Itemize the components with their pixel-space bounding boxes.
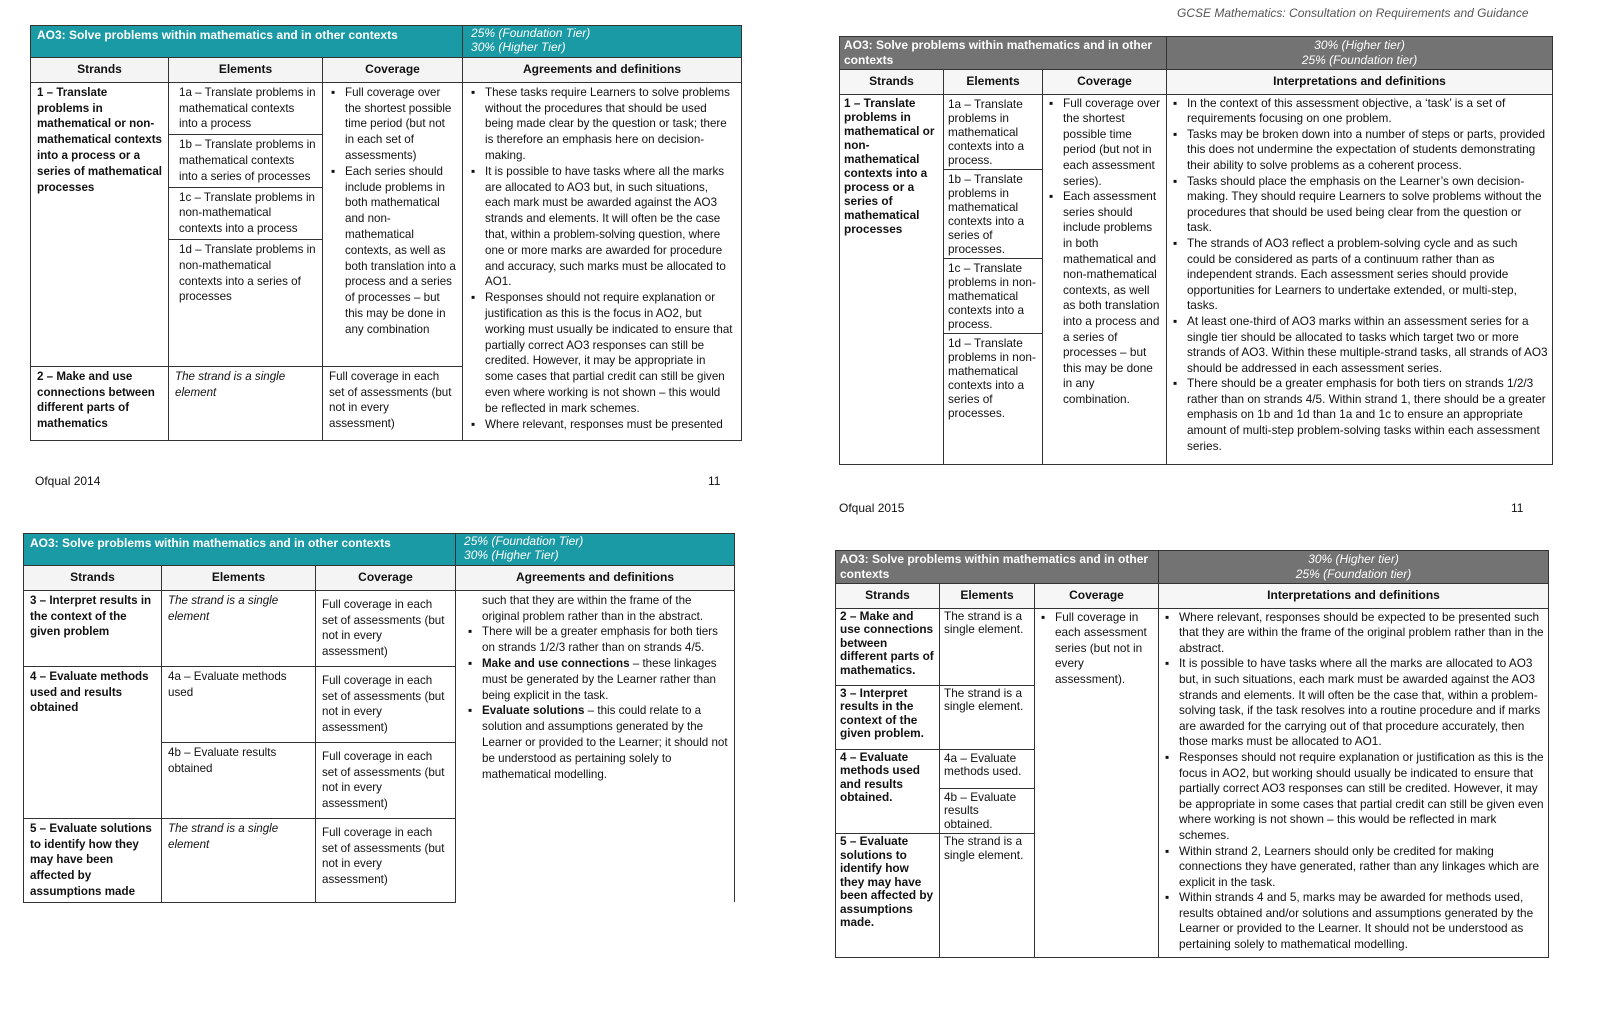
col-header-elements: Elements	[944, 70, 1043, 95]
coverage-1	[1043, 94, 1167, 464]
tier-weighting: 25% (Foundation Tier) 30% (Higher Tier)	[456, 534, 735, 566]
definition-item: ▪ Within strands 4 and 5, marks may be awarded for methods used, results obtained and/or solutions and assumptions generated by the Learner or provided to the Learner. It should not be understood as pertaining solely to mathematical modelling.	[1179, 890, 1544, 952]
col-header-coverage: Coverage	[316, 566, 456, 591]
page-2015-bottom	[835, 550, 1549, 958]
col-header-definitions: Interpretations and definitions	[1159, 584, 1549, 609]
running-header: GCSE Mathematics: Consultation on Requirements and Guidance	[1177, 6, 1529, 20]
strand-4: 4 – Evaluate methods used and results obtained	[24, 666, 162, 818]
definitions	[456, 590, 735, 902]
page-number: 11	[1511, 501, 1524, 515]
page-2014-top	[30, 25, 742, 441]
strand-3: 3 – Interpret results in the context of the given problem.	[836, 685, 940, 749]
col-header-elements: Elements	[169, 58, 323, 83]
element-4a: 4a – Evaluate methods used	[162, 666, 316, 742]
col-header-strands: Strands	[836, 584, 940, 609]
coverage-3: Full coverage in each set of assessments (but not in every assessment)	[316, 590, 456, 666]
element-single: The strand is a single element.	[940, 608, 1035, 685]
elements-1	[944, 94, 1043, 464]
elements-1	[169, 82, 323, 366]
coverage-5: Full coverage in each set of assessments (but not in every assessment)	[316, 818, 456, 902]
strand-3: 3 – Interpret results in the context of the given problem	[24, 590, 162, 666]
coverage-item: ▪ Each assessment series should include problems in both mathematical and non-mathematical contexts, as well as both translation into a process and a series of processes – but this may be done in any combination.	[1063, 189, 1162, 407]
ao3-table-2015-b	[835, 550, 1549, 958]
element-4a: 4a – Evaluate methods used.	[940, 750, 1034, 789]
element-single: The strand is a single element	[162, 590, 316, 666]
col-header-strands: Strands	[31, 58, 169, 83]
definition-item: ▪ The strands of AO3 reflect a problem-solving cycle and as such could be considered as parts of a continuum rather than as independent strands. Each assessment series should provide opportunities for Learners to undertake extended, or multi-step, tasks.	[1187, 236, 1548, 314]
page-2014-bottom	[23, 533, 735, 903]
tier-weighting: 30% (Higher tier) 25% (Foundation tier)	[1159, 551, 1549, 584]
tier-weighting: 30% (Higher tier) 25% (Foundation tier)	[1167, 37, 1553, 70]
element-4b: 4b – Evaluate results obtained.	[944, 789, 1017, 831]
definition-item: ▪ There will be a greater emphasis for both tiers on strands 1/2/3 rather than on strands 4/5.	[482, 624, 728, 656]
definition-item: ▪ It is possible to have tasks where all the marks are allocated to AO3 but, in such situations, each mark must be awarded against the AO3 strands and elements. It will often be the case that, within a problem-solving question, where one or more marks are awarded for procedure and accuracy, such marks must be allocated to AO1.	[485, 164, 735, 290]
element-1c: 1c – Translate problems in non-mathematical contexts into a process.	[944, 259, 1042, 334]
definition-item: ▪ In the context of this assessment objective, a ‘task’ is a set of requirements focusing on one problem.	[1187, 96, 1548, 127]
col-header-strands: Strands	[840, 70, 944, 95]
col-header-strands: Strands	[24, 566, 162, 591]
table-title: AO3: Solve problems within mathematics and in other contexts	[24, 534, 456, 566]
coverage-item: ▪ Each series should include problems in both mathematical and non-mathematical contexts, as well as both translation into a process and a series of processes – but this may be done in any combination	[345, 164, 456, 338]
ao3-table-2014-a	[30, 25, 742, 441]
element-1b: 1b – Translate problems in mathematical contexts into a series of processes.	[944, 170, 1042, 259]
page-number: 11	[708, 474, 721, 488]
elements-4	[940, 749, 1035, 834]
coverage-1	[323, 82, 463, 366]
coverage-item: ▪ Full coverage in each assessment series (but not in every assessment).	[1055, 610, 1154, 688]
definitions	[463, 82, 742, 440]
col-header-coverage: Coverage	[1043, 70, 1167, 95]
definition-item: ▪ Where relevant, responses must be presented	[485, 417, 735, 433]
strand-5: 5 – Evaluate solutions to identify how they may have been affected by assumptions made	[24, 818, 162, 902]
definition-item: ▪ Responses should not require explanation or justification as this is the focus in AO2, but working should usually be indicated to ensure that partially correct AO3 responses can still be credited. However, it may be appropriate in some cases that partial credit can still be given even where working is not shown – this would be reflected in mark schemes.	[1179, 750, 1544, 844]
definition-item: ▪ It is possible to have tasks where all the marks are allocated to AO3 but, in such situations, each mark must be awarded against the AO3 strands and elements. It will often be the case that, within a problem-solving task, if the task resolves into a routine procedure and if marks are awarded for the carrying out of that procedure accurately, then those marks must be allocated to AO1.	[1179, 656, 1544, 750]
element-1d: 1d – Translate problems in non-mathematical contexts into a series of processes	[179, 242, 316, 304]
table-title: AO3: Solve problems within mathematics and in other contexts	[31, 26, 463, 58]
col-header-coverage: Coverage	[323, 58, 463, 83]
coverage-all	[1035, 608, 1159, 958]
element-single: The strand is a single element	[162, 818, 316, 902]
definitions	[1167, 94, 1553, 464]
col-header-elements: Elements	[940, 584, 1035, 609]
definition-item: ▪ Where relevant, responses should be expected to be presented such that they are within the frame of the original problem rather than in the abstract.	[1179, 610, 1544, 657]
definition-item: ▪ These tasks require Learners to solve problems without the procedures that should be used being made clear by the question or task; there is therefore an emphasis here on decision-making.	[485, 85, 735, 164]
strand-1: 1 – Translate problems in mathematical or non-mathematical contexts into a process or a series of mathematical processes	[840, 94, 944, 464]
strand-1: 1 – Translate problems in mathematical or non-mathematical contexts into a process or a series of mathematical processes	[31, 82, 169, 366]
definition-item: ▪ Evaluate solutions – this could relate to a solution and assumptions generated by the Learner or provided to the Learner; it should not be understood as pertaining solely to mathematical modelling.	[482, 703, 728, 782]
table-title: AO3: Solve problems within mathematics and in other contexts	[836, 551, 1159, 584]
element-single: The strand is a single element.	[940, 834, 1035, 958]
definition-item: ▪ At least one-third of AO3 marks within an assessment series for a single tier should be allocated to tasks which target two or more strands of AO3. Within these multiple-strand tasks, all strands of AO3 should be addressed in each assessment series.	[1187, 314, 1548, 376]
definition-continued: such that they are within the frame of the original problem rather than in the abstract.	[482, 593, 704, 623]
definition-item: ▪ Tasks may be broken down into a number of steps or parts, provided this does not undermine the expectation of students demonstrating their ability to solve problems as a coherent process.	[1187, 127, 1548, 174]
definition-item: ▪ Make and use connections – these linkages must be generated by the Learner rather than being explicit in the task.	[482, 656, 728, 703]
tier-weighting: 25% (Foundation Tier) 30% (Higher Tier)	[463, 26, 742, 58]
definitions	[1159, 608, 1549, 958]
strand-2: 2 – Make and use connections between different parts of mathematics	[31, 366, 169, 440]
strand-2: 2 – Make and use connections between different parts of mathematics.	[836, 608, 940, 685]
element-single: The strand is a single element.	[940, 685, 1035, 749]
coverage-4b: Full coverage in each set of assessments (but not in every assessment)	[316, 742, 456, 818]
coverage-item: ▪ Full coverage over the shortest possible time period (but not in each set of assessments)	[345, 85, 456, 164]
ao3-table-2014-b	[23, 533, 735, 903]
strand-4: 4 – Evaluate methods used and results obtained.	[836, 749, 940, 834]
table-title: AO3: Solve problems within mathematics and in other contexts	[840, 37, 1167, 70]
footer-left: Ofqual 2015	[839, 501, 905, 515]
coverage-item: ▪ Full coverage over the shortest possible time period (but not in each assessment series).	[1063, 96, 1162, 190]
col-header-definitions: Agreements and definitions	[456, 566, 735, 591]
col-header-definitions: Interpretations and definitions	[1167, 70, 1553, 95]
definition-item: ▪ Tasks should place the emphasis on the Learner’s own decision-making. They should require Learners to solve problems without the procedures that should be used being clear from the question or task.	[1187, 174, 1548, 236]
strand-5: 5 – Evaluate solutions to identify how they may have been affected by assumptions made.	[836, 834, 940, 958]
footer-left: Ofqual 2014	[35, 474, 101, 488]
element-1a: 1a – Translate problems in mathematical contexts into a process.	[944, 95, 1042, 170]
element-1c: 1c – Translate problems in non-mathematical contexts into a process	[169, 188, 322, 240]
col-header-elements: Elements	[162, 566, 316, 591]
col-header-definitions: Agreements and definitions	[463, 58, 742, 83]
coverage-4a: Full coverage in each set of assessments (but not in every assessment)	[316, 666, 456, 742]
element-1a: 1a – Translate problems in mathematical contexts into a process	[169, 83, 322, 135]
definition-item: ▪ Within strand 2, Learners should only be credited for making connections they have generated, rather than any linkages which are explicit in the task.	[1179, 844, 1544, 891]
element-1b: 1b – Translate problems in mathematical contexts into a series of processes	[169, 135, 322, 187]
coverage-2: Full coverage in each set of assessments (but not in every assessment)	[323, 366, 463, 440]
element-1d: 1d – Translate problems in non-mathematical contexts into a series of processes.	[948, 335, 1036, 420]
ao3-table-2015-a	[839, 36, 1553, 465]
definition-item: ▪ There should be a greater emphasis for both tiers on strands 1/2/3 rather than on strands 4/5. Within strand 1, there should be a greater emphasis on 1b and 1d than 1a and 1c to ensure an appropriate amount of multi-step problem-solving tasks within each assessment series.	[1187, 376, 1548, 454]
element-single: The strand is a single element	[169, 366, 323, 440]
col-header-coverage: Coverage	[1035, 584, 1159, 609]
page-2015-top	[839, 36, 1553, 465]
element-4b: 4b – Evaluate results obtained	[162, 742, 316, 818]
definition-item: ▪ Responses should not require explanation or justification as this is the focus in AO2, but working must usually be indicated to ensure that partially correct AO3 responses can still be credited. However, it may be appropriate in some cases that partial credit can still be given even where working is not shown – this would be reflected in mark schemes.	[485, 290, 735, 416]
